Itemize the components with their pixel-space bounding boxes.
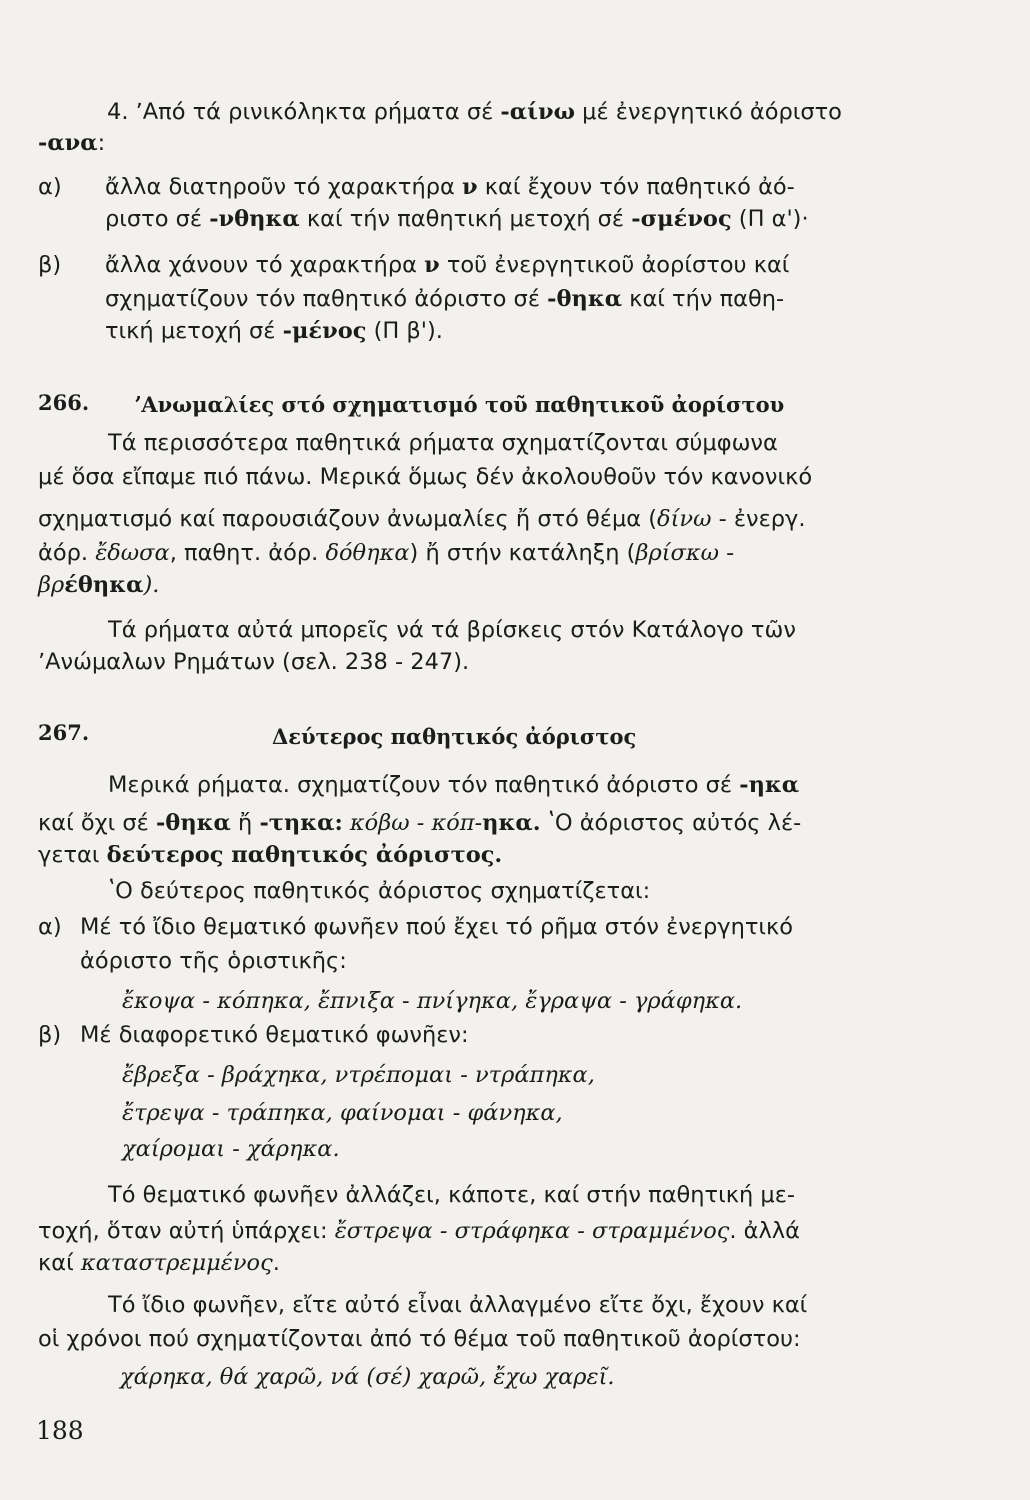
s267-p3-line1: Τό θεματικό φωνῆεν ἀλλάζει, κάποτε, καί στήν παθητική με- bbox=[108, 1182, 795, 1208]
section-267-title: Δεύτερος παθητικός ἀόριστος bbox=[272, 724, 637, 749]
point4-line2: -ανα: bbox=[38, 130, 106, 156]
s266-p1-line3: σχηματισμό καί παρουσιάζουν ἀνωμαλίες ἤ στό θέμα (δίνω - ἐνεργ. bbox=[38, 506, 806, 532]
s266-p1-line4: ἀόρ. ἔδωσα, παθητ. ἀόρ. δόθηκα) ἤ στήν κατάληξη (βρίσκω - bbox=[38, 540, 735, 566]
s267-p3-line3: καί καταστρεμμένος. bbox=[38, 1250, 280, 1276]
section-266-number: 266. bbox=[38, 390, 90, 415]
s267-alpha-line1: Μέ τό ἴδιο θεματικό φωνῆεν πού ἔχει τό ρῆμα στόν ἐνεργητικό bbox=[80, 914, 794, 940]
point4-line1: 4. ʼΑπό τά ρινικόληκτα ρήματα σέ -αίνω μέ ἐνεργητικό ἀόριστο bbox=[107, 99, 842, 125]
s266-p2-line2: ʼΑνώμαλων Ρημάτων (σελ. 238 - 247). bbox=[38, 649, 470, 675]
section-267-number: 267. bbox=[38, 720, 90, 745]
alpha-label: α) bbox=[38, 174, 62, 200]
s267-p4-line2: οἱ χρόνοι πού σχηματίζονται ἀπό τό θέμα τοῦ παθητικοῦ ἀορίστου: bbox=[38, 1326, 801, 1352]
section-266-title: ʼΑνωμαλίες στό σχηματισμό τοῦ παθητικοῦ ἀορίστου bbox=[134, 392, 785, 417]
s267-p1-line1: Μερικά ρήματα. σχηματίζουν τόν παθητικό ἀόριστο σέ -ηκα bbox=[108, 772, 800, 798]
s267-p2-line1: ʽΟ δεύτερος παθητικός ἀόριστος σχηματίζεται: bbox=[108, 878, 651, 904]
s267-beta-example1: ἔβρεξα - βράχηκα, ντρέπομαι - ντράπηκα, bbox=[122, 1062, 595, 1088]
s266-p1-line1: Τά περισσότερα παθητικά ρήματα σχηματίζονται σύμφωνα bbox=[108, 430, 778, 456]
s267-p3-line2: τοχή, ὅταν αὐτή ὑπάρχει: ἔστρεψα - στράφηκα - στραμμένος. ἀλλά bbox=[38, 1218, 800, 1244]
page-number: 188 bbox=[36, 1416, 84, 1445]
beta-line1: ἄλλα χάνουν τό χαρακτήρα ν τοῦ ἐνεργητικοῦ ἀορίστου καί bbox=[105, 252, 790, 278]
s266-p2-line1: Τά ρήματα αὐτά μπορεῖς νά τά βρίσκεις στόν Κατάλογο τῶν bbox=[108, 617, 796, 643]
alpha-line2: ριστο σέ -νθηκα καί τήν παθητική μετοχή σέ -σμένος (Π α')· bbox=[105, 206, 809, 232]
s267-alpha-examples: ἔκοψα - κόπηκα, ἔπνιξα - πνίγηκα, ἔγραψα - γράφηκα. bbox=[122, 988, 743, 1014]
s267-beta-label: β) bbox=[38, 1022, 62, 1048]
s266-p1-line2: μέ ὅσα εἴπαμε πιό πάνω. Μερικά ὅμως δέν ἀκολουθοῦν τόν κανονικό bbox=[38, 464, 813, 490]
s266-p1-line5: βρέθηκα). bbox=[38, 572, 160, 598]
s267-alpha-line2: ἀόριστο τῆς ὁριστικῆς: bbox=[80, 948, 347, 974]
s267-beta-example3: χαίρομαι - χάρηκα. bbox=[122, 1136, 340, 1162]
s267-beta-line1: Μέ διαφορετικό θεματικό φωνῆεν: bbox=[80, 1022, 469, 1048]
s267-p4-line1: Τό ἴδιο φωνῆεν, εἴτε αὐτό εἶναι ἀλλαγμένο εἴτε ὄχι, ἔχουν καί bbox=[108, 1292, 808, 1318]
s267-p1-line3: γεται δεύτερος παθητικός ἀόριστος. bbox=[38, 842, 503, 868]
beta-line3: τική μετοχή σέ -μένος (Π β'). bbox=[105, 318, 443, 344]
s267-alpha-label: α) bbox=[38, 914, 62, 940]
alpha-line1: ἄλλα διατηροῦν τό χαρακτήρα ν καί ἔχουν τόν παθητικό ἀό- bbox=[105, 174, 795, 200]
beta-line2: σχηματίζουν τόν παθητικό ἀόριστο σέ -θηκα καί τήν παθη- bbox=[105, 286, 785, 312]
s267-p1-line2: καί ὄχι σέ -θηκα ἤ -τηκα: κόβω - κόπ-ηκα. ʽΟ ἀόριστος αὐτός λέ- bbox=[38, 810, 802, 836]
s267-p4-example: χάρηκα, θά χαρῶ, νά (σέ) χαρῶ, ἔχω χαρεῖ. bbox=[120, 1364, 615, 1390]
s267-beta-example2: ἔτρεψα - τράπηκα, φαίνομαι - φάνηκα, bbox=[122, 1100, 563, 1126]
beta-label: β) bbox=[38, 252, 62, 278]
